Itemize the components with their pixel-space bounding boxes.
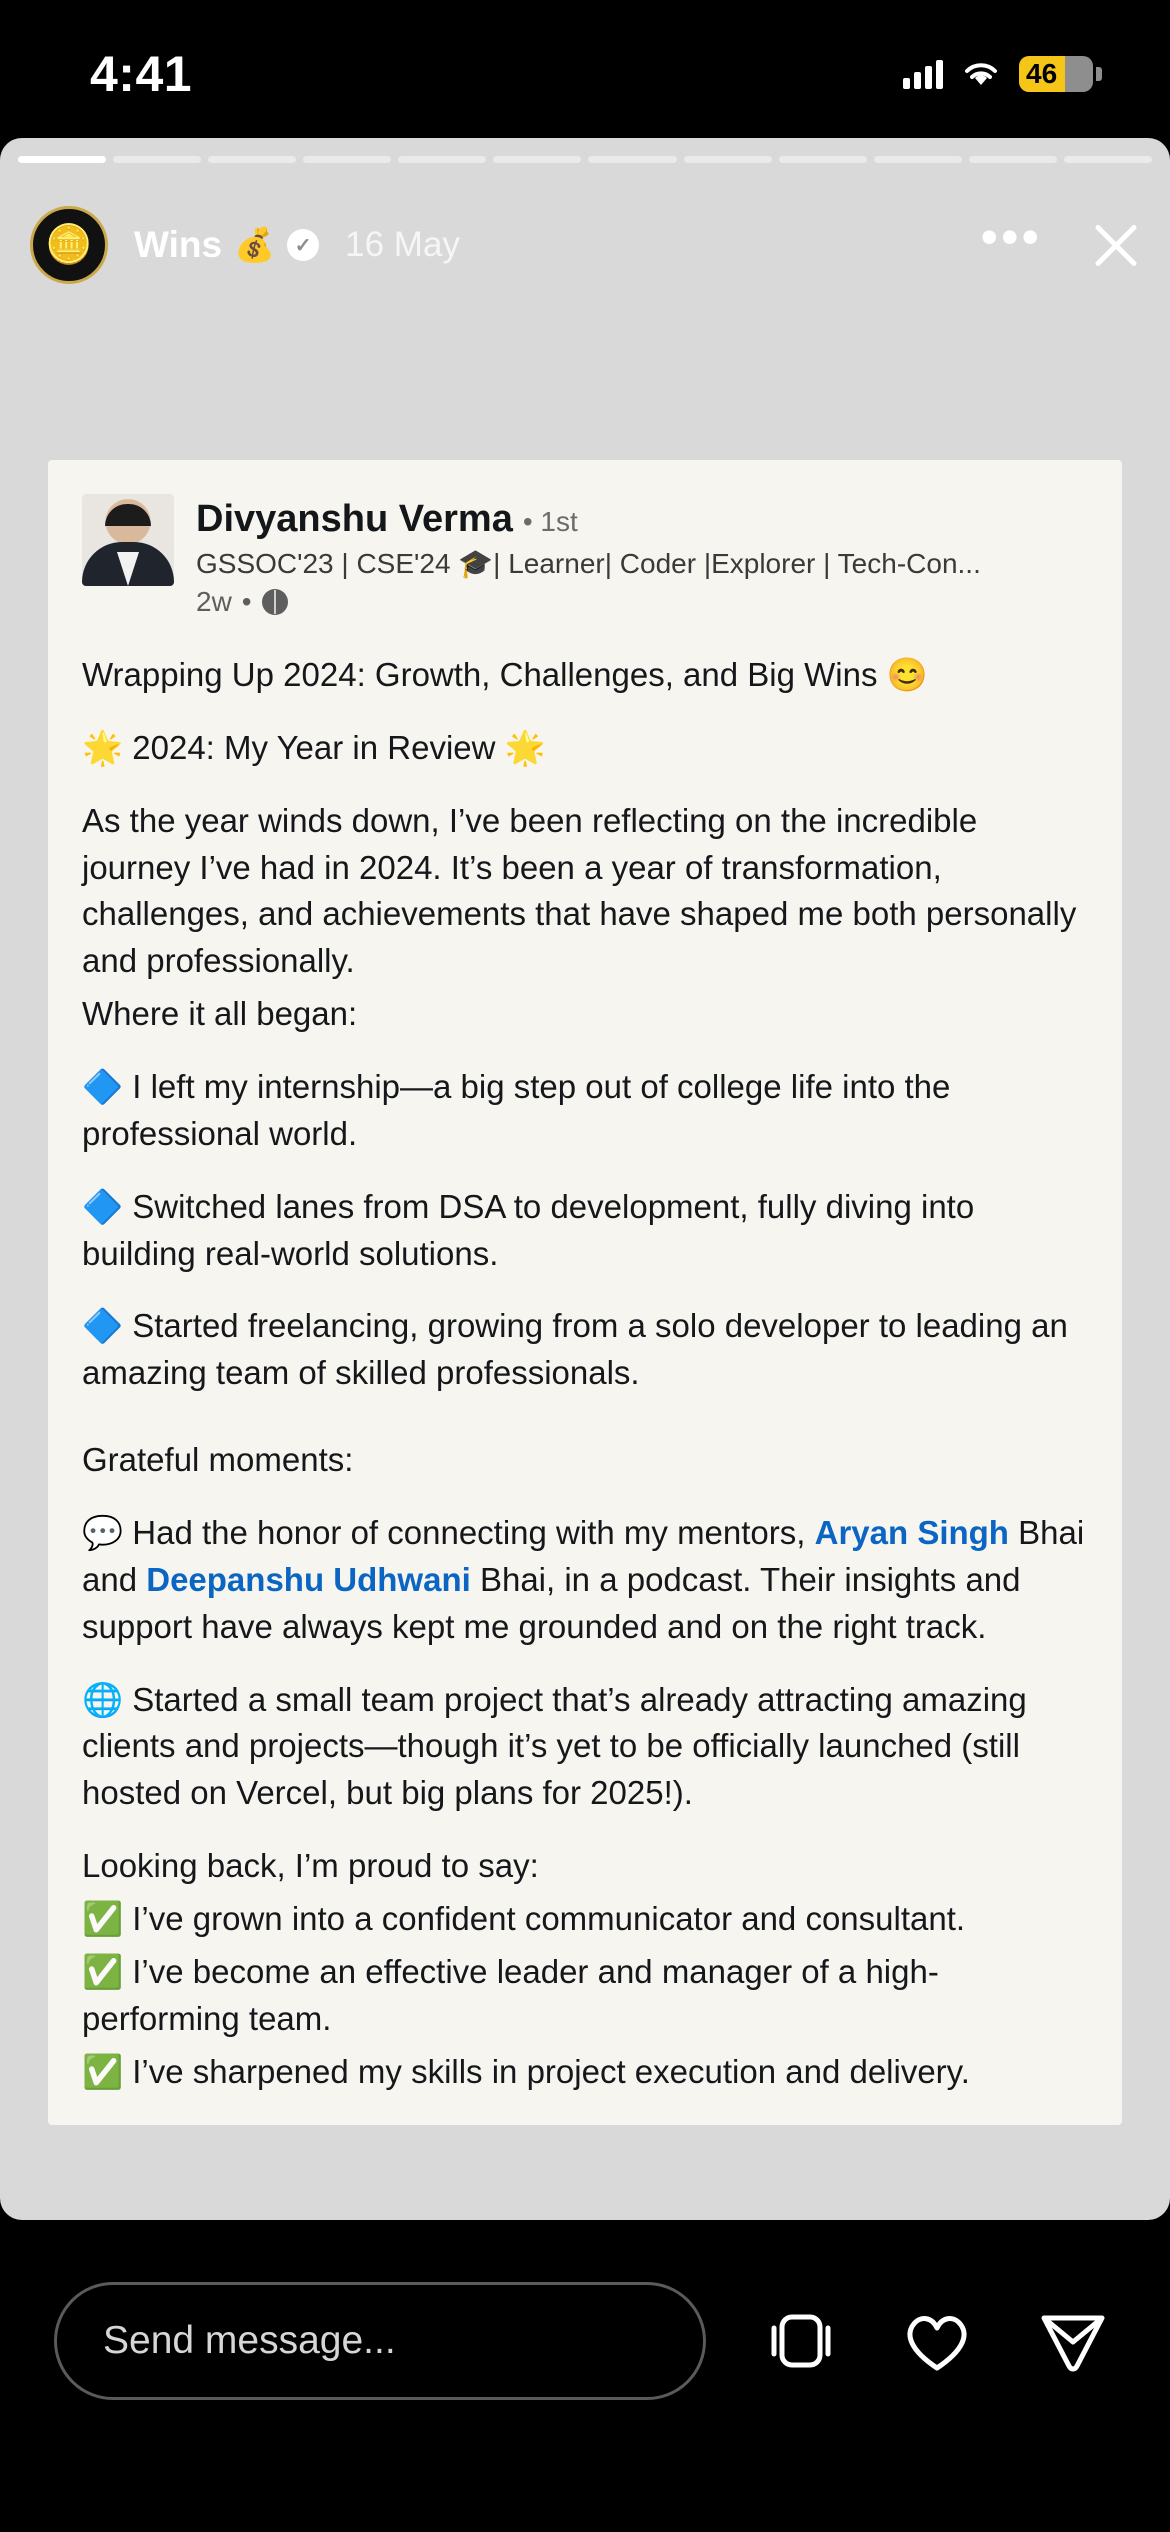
- wifi-icon: [961, 59, 1001, 89]
- close-icon[interactable]: [1090, 219, 1142, 271]
- post-intro: As the year winds down, I’ve been reflecting on the incredible journey I’ve had in 2024. It’s been a year of transformation, challenges, and achievements that have shaped me both personally and professionally.: [82, 801, 1077, 980]
- progress-segment: [493, 156, 581, 163]
- post-time-ago: 2w: [196, 586, 232, 617]
- status-bar: [0, 0, 1170, 130]
- progress-segment: [113, 156, 201, 163]
- closing-heading: Looking back, I’m proud to say:: [82, 1847, 539, 1885]
- grateful-heading: Grateful moments:: [82, 1441, 354, 1479]
- progress-segment: [18, 156, 106, 163]
- status-indicators: [903, 56, 1102, 92]
- story-date: 16 May: [345, 225, 460, 264]
- story-header-actions: [980, 209, 1142, 271]
- globe-icon: [262, 589, 288, 615]
- story-action-icons: [758, 2298, 1116, 2384]
- post-body: [82, 652, 1088, 2095]
- grateful-pre: 💬 Had the honor of connecting with my mentors,: [82, 1514, 815, 1552]
- cellular-bars-icon: [903, 59, 943, 89]
- post-intro-2: Where it all began:: [82, 995, 358, 1033]
- post-bullet-1: 🔷 I left my internship—a big step out of college life into the professional world.: [82, 1068, 951, 1152]
- story-account[interactable]: [134, 224, 460, 266]
- post-bullet-3: 🔷 Started freelancing, growing from a solo developer to leading an amazing team of skilled professionals.: [82, 1307, 1068, 1392]
- story-viewer[interactable]: [0, 138, 1170, 2220]
- money-bag-icon: 💰: [234, 225, 276, 263]
- send-message-input[interactable]: [54, 2282, 706, 2400]
- story-reply-bar: [0, 2220, 1170, 2532]
- verified-icon: ✓: [287, 229, 319, 261]
- closing-check-3: ✅ I’ve sharpened my skills in project execution and delivery.: [82, 2052, 970, 2090]
- battery-icon: [1019, 56, 1093, 92]
- progress-segment: [874, 156, 962, 163]
- story-header: [0, 190, 1170, 300]
- mention-aryan-singh[interactable]: Aryan Singh: [814, 1514, 1009, 1552]
- grateful-post: Bhai, in a podcast. Their insights and support have always kept me grounded and on the right track.: [82, 1560, 1021, 1645]
- shared-post-card[interactable]: [48, 460, 1122, 2125]
- progress-segment: [303, 156, 391, 163]
- progress-segment: [969, 156, 1057, 163]
- status-time: 4:41: [90, 46, 193, 102]
- author-name: Divyanshu Verma: [196, 498, 513, 540]
- progress-segment: [208, 156, 296, 163]
- progress-segment: [588, 156, 676, 163]
- post-title: Wrapping Up 2024: Growth, Challenges, and Big Wins 😊: [82, 656, 928, 693]
- avatar-glyph: 🪙: [45, 224, 93, 266]
- story-account-name: Wins: [134, 224, 223, 265]
- mention-deepanshu-udhwani[interactable]: Deepanshu Udhwani: [146, 1560, 471, 1598]
- author-avatar: [82, 494, 174, 586]
- author-headline: GSSOC'23 | CSE'24 🎓| Learner| Coder |Explorer | Tech-Con...: [196, 548, 981, 579]
- progress-segment: [398, 156, 486, 163]
- heart-icon[interactable]: [894, 2298, 980, 2384]
- closing-check-1: ✅ I’ve grown into a confident communicator and consultant.: [82, 1900, 966, 1938]
- story-progress-bar: [18, 156, 1152, 163]
- post-subtitle: 🌟 2024: My Year in Review 🌟: [82, 728, 546, 766]
- grateful-paragraph-1: [82, 1510, 1088, 1651]
- connection-degree: • 1st: [522, 506, 578, 537]
- grateful-mid: Bhai and: [82, 1514, 1085, 1598]
- share-story-icon[interactable]: [758, 2298, 844, 2384]
- grateful-paragraph-2: 🌐 Started a small team project that’s already attracting amazing clients and projects—though it’s yet to be officially launched (still hosted on Vercel, but big plans for 2025!).: [82, 1680, 1027, 1812]
- progress-segment: [779, 156, 867, 163]
- post-meta: 2w •: [196, 586, 981, 618]
- send-message-placeholder: Send message...: [103, 2319, 396, 2362]
- battery-percent: 46: [1026, 58, 1058, 89]
- avatar[interactable]: [30, 206, 108, 284]
- progress-segment: [684, 156, 772, 163]
- send-direct-icon[interactable]: [1030, 2298, 1116, 2384]
- more-options-icon[interactable]: •••: [980, 209, 1042, 265]
- progress-segment: [1064, 156, 1152, 163]
- author-info: [196, 494, 981, 618]
- post-bullet-2: 🔷 Switched lanes from DSA to development, fully diving into building real-world solutions.: [82, 1187, 975, 1272]
- closing-check-2: ✅ I’ve become an effective leader and manager of a high-performing team.: [82, 1952, 939, 2037]
- post-header: [82, 494, 1088, 618]
